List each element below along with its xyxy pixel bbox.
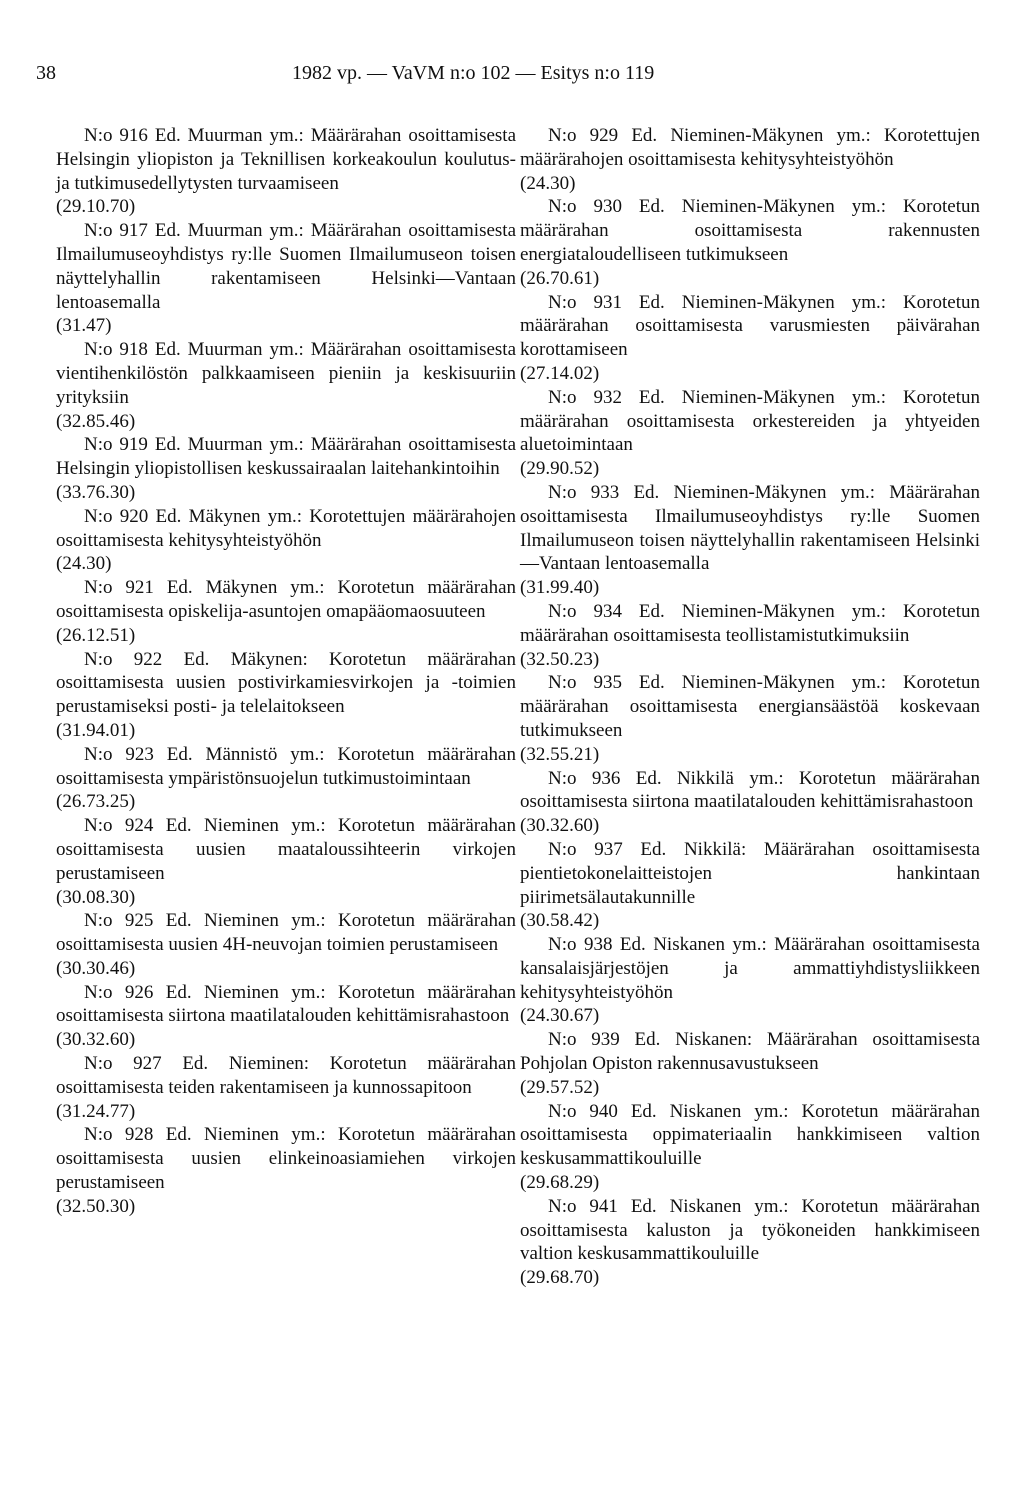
list-item (56, 981, 516, 1052)
list-item (520, 933, 980, 1028)
entry-code: (31.47) (56, 315, 112, 337)
entry-text: N:o 922 Ed. Mäkynen: Korotetun määrärahan osoittamisesta uusien postivirkamiesvirkojen ja -toimien perustamiseksi posti- ja telelaitokseen (56, 648, 516, 718)
list-item (56, 814, 516, 909)
entry-code: (32.50.30) (56, 1195, 136, 1217)
entry-text: N:o 935 Ed. Nieminen-Mäkynen ym.: Korotetun määrärahan osoittamisesta energiansäästöä koskevaan tutkimukseen (520, 672, 980, 741)
list-item (56, 124, 516, 219)
list-item (56, 648, 516, 743)
entry-code: (29.57.52) (520, 1076, 600, 1098)
page-number: 38 (36, 62, 56, 84)
entry-code: (30.30.46) (56, 957, 136, 979)
entry-text: N:o 938 Ed. Niskanen ym.: Määrärahan osoittamisesta kansalaisjärjestöjen ja ammattiyhdistysliikkeen kehitysyhteistyöhön (520, 934, 980, 1003)
entry-code: (32.50.23) (520, 648, 600, 670)
entry-code: (24.30.67) (520, 1005, 600, 1027)
entry-text: N:o 921 Ed. Mäkynen ym.: Korotetun määrärahan osoittamisesta opiskelija-asuntojen omapääomaosuuteen (56, 577, 516, 622)
list-item (520, 1028, 980, 1099)
list-item (520, 671, 980, 766)
entry-code: (31.99.40) (520, 577, 600, 599)
entry-text: N:o 936 Ed. Nikkilä ym.: Korotetun määrärahan osoittamisesta siirtona maatilatalouden kehittämisrahastoon (520, 767, 980, 813)
entry-code: (29.90.52) (520, 458, 600, 480)
entry-text: N:o 920 Ed. Mäkynen ym.: Korotettujen määrärahojen osoittamisesta kehitysyhteistyöhön (56, 505, 516, 551)
entry-text: N:o 925 Ed. Nieminen ym.: Korotetun määrärahan osoittamisesta uusien 4H-neuvojan toimien perustamiseen (56, 910, 516, 956)
entry-text: N:o 927 Ed. Nieminen: Korotetun määrärahan osoittamisesta teiden rakentamiseen ja kunnossapitoon (56, 1053, 516, 1098)
list-item (56, 505, 516, 576)
entry-text: N:o 916 Ed. Muurman ym.: Määrärahan osoittamisesta Helsingin yliopiston ja Teknillisen korkeakoulun koulutus- ja tutkimusedellytysten turvaamiseen (56, 125, 516, 194)
entry-code: (32.55.21) (520, 743, 600, 765)
list-item (56, 576, 516, 647)
entry-text: N:o 934 Ed. Nieminen-Mäkynen ym.: Korotetun määrärahan osoittamisesta teollistamistutkimuksiin (520, 600, 980, 646)
list-item (520, 195, 980, 290)
left-column (56, 124, 516, 1219)
entry-code: (29.10.70) (56, 196, 136, 218)
entry-code: (30.08.30) (56, 886, 136, 908)
entry-code: (30.32.60) (56, 1029, 136, 1051)
list-item (520, 600, 980, 671)
running-head: 1982 vp. — VaVM n:o 102 — Esitys n:o 119 (292, 62, 655, 84)
right-column (520, 124, 980, 1290)
entry-text: N:o 932 Ed. Nieminen-Mäkynen ym.: Korotetun määrärahan osoittamisesta orkestereiden ja yhtyeiden aluetoimintaan (520, 386, 980, 456)
entry-text: N:o 937 Ed. Nikkilä: Määrärahan osoittamisesta pientietokonelaitteistojen hankintaan piirimetsälautakunnille (520, 838, 980, 908)
entry-text: N:o 939 Ed. Niskanen: Määrärahan osoittamisesta Pohjolan Opiston rakennusavustukseen (520, 1029, 980, 1075)
entry-code: (24.30) (56, 553, 112, 575)
entry-text: N:o 940 Ed. Niskanen ym.: Korotetun määrärahan osoittamisesta oppimateriaalin hankkimiseen valtion keskusammattikouluille (520, 1100, 980, 1170)
list-item (56, 338, 516, 433)
entry-text: N:o 941 Ed. Niskanen ym.: Korotetun määrärahan osoittamisesta kaluston ja työkoneiden hankkimiseen valtion keskusammattikouluille (520, 1195, 980, 1265)
entry-code: (33.76.30) (56, 481, 136, 503)
entry-code: (30.58.42) (520, 910, 600, 932)
entry-text: N:o 919 Ed. Muurman ym.: Määrärahan osoittamisesta Helsingin yliopistollisen keskussairaalan laitehankintoihin (56, 434, 516, 480)
list-item (520, 838, 980, 933)
entry-code: (26.73.25) (56, 791, 136, 813)
list-item (520, 291, 980, 386)
entry-code: (29.68.70) (520, 1267, 600, 1289)
list-item (520, 124, 980, 195)
list-item (56, 433, 516, 504)
entry-text: N:o 930 Ed. Nieminen-Mäkynen ym.: Korotetun määrärahan osoittamisesta rakennusten energiataloudelliseen tutkimukseen (520, 196, 980, 265)
list-item (56, 1052, 516, 1123)
list-item (520, 1100, 980, 1195)
entry-text: N:o 923 Ed. Männistö ym.: Korotetun määrärahan osoittamisesta ympäristönsuojelun tutkimustoimintaan (56, 743, 516, 789)
entry-code: (29.68.29) (520, 1172, 600, 1194)
entry-code: (26.70.61) (520, 267, 600, 289)
entry-code: (30.32.60) (520, 815, 600, 837)
entry-code: (27.14.02) (520, 362, 600, 384)
entry-code: (32.85.46) (56, 410, 136, 432)
list-item (520, 481, 980, 600)
entry-text: N:o 917 Ed. Muurman ym.: Määrärahan osoittamisesta Ilmailumuseoyhdistys ry:lle Suomen Ilmailumuseon toisen näyttelyhallin rakentamiseen Helsinki—Vantaan lentoasemalla (56, 220, 516, 313)
entry-text: N:o 931 Ed. Nieminen-Mäkynen ym.: Korotetun määrärahan osoittamisesta varusmiesten päivärahan korottamiseen (520, 291, 980, 361)
entry-code: (31.94.01) (56, 719, 136, 741)
entry-text: N:o 933 Ed. Nieminen-Mäkynen ym.: Määrärahan osoittamisesta Ilmailumuseoyhdistys ry:lle Suomen Ilmailumuseon toisen näyttelyhallin rakentamiseen Helsinki—Vantaan lentoasemalla (520, 481, 980, 575)
entry-text: N:o 928 Ed. Nieminen ym.: Korotetun määrärahan osoittamisesta uusien elinkeinoasiamiehen virkojen perustamiseen (56, 1124, 516, 1194)
page-header (36, 62, 986, 92)
list-item (56, 743, 516, 814)
entry-code: (24.30) (520, 172, 576, 194)
entry-code: (31.24.77) (56, 1100, 136, 1122)
list-item (56, 909, 516, 980)
list-item (56, 219, 516, 338)
list-item (520, 767, 980, 838)
list-item (56, 1123, 516, 1218)
entry-text: N:o 918 Ed. Muurman ym.: Määrärahan osoittamisesta vientihenkilöstön palkkaamiseen pieniin ja keskisuuriin yrityksiin (56, 339, 516, 408)
entry-text: N:o 929 Ed. Nieminen-Mäkynen ym.: Korotettujen määrärahojen osoittamisesta kehitysyhteistyöhön (520, 125, 980, 170)
entry-code: (26.12.51) (56, 624, 136, 646)
entry-text: N:o 924 Ed. Nieminen ym.: Korotetun määrärahan osoittamisesta uusien maataloussihteerin virkojen perustamiseen (56, 815, 516, 884)
entry-text: N:o 926 Ed. Nieminen ym.: Korotetun määrärahan osoittamisesta siirtona maatilatalouden kehittämisrahastoon (56, 981, 516, 1027)
list-item (520, 386, 980, 481)
list-item (520, 1195, 980, 1290)
